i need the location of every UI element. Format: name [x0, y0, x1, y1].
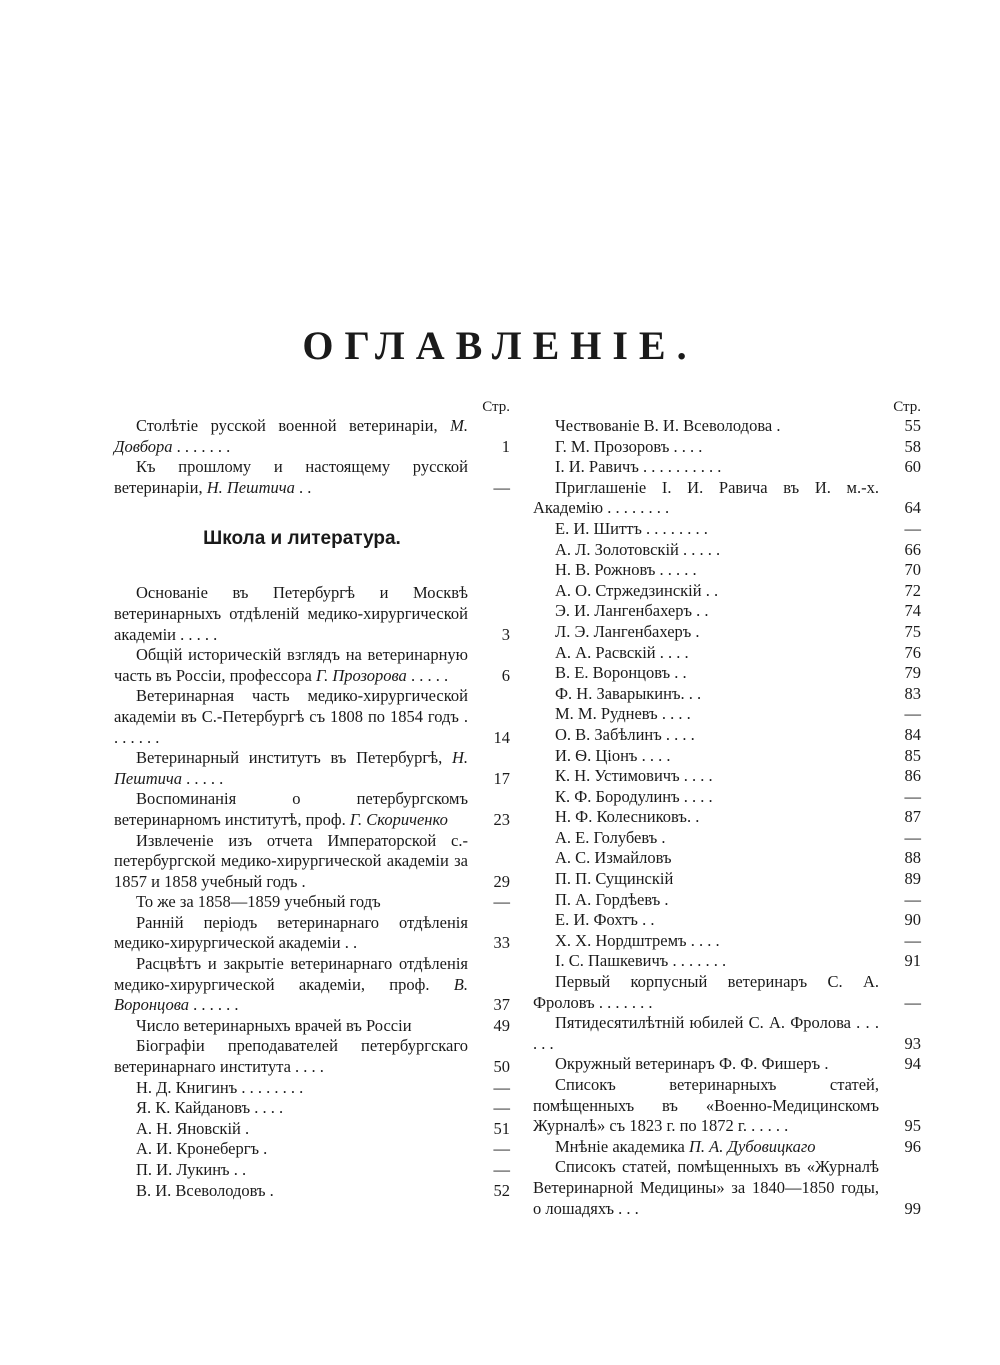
dot-leader: . . . . . .	[189, 995, 239, 1015]
toc-entry	[114, 686, 510, 748]
toc-entry	[114, 457, 510, 498]
entry-text: Ранній періодъ ветеринарнаго отдѣленія медико-хирургической академіи . .	[114, 912, 468, 953]
dot-leader: . . . . .	[181, 768, 224, 788]
entry-page-number: 86	[904, 766, 921, 786]
toc-entry	[533, 437, 921, 458]
entry-text: Списокъ статей, помѣщенныхъ въ «Журналѣ Ветеринарной Медицины» за 1840—1850 годы, о лошадяхъ . . .	[533, 1157, 879, 1218]
entry-title	[533, 437, 879, 458]
toc-entry	[533, 910, 921, 931]
entry-title	[114, 416, 468, 457]
entry-page-number: 85	[904, 745, 921, 765]
entry-text: Число ветеринарныхъ врачей въ Россіи	[136, 1015, 412, 1035]
entry-text: Пятидесятилѣтній юбилей С. А. Фролова . . . . . .	[533, 1013, 879, 1053]
entry-title	[533, 560, 879, 581]
toc-entry	[533, 704, 921, 725]
entry-page-number: —	[493, 892, 510, 912]
entry-page-number: 55	[904, 416, 921, 435]
entry-text: П. П. Сущинскій	[555, 869, 674, 889]
toc-entry	[114, 1016, 510, 1037]
toc-entry	[114, 416, 510, 457]
entry-text: Списокъ ветеринарныхъ статей, помѣщенныхъ въ «Военно-Медицинскомъ Журналѣ» съ 1823 г. по 1872 г. . . . . .	[533, 1075, 879, 1136]
toc-entry	[114, 1119, 510, 1140]
entry-page-number: 51	[493, 1118, 510, 1138]
entry-page-number: 23	[493, 809, 510, 829]
entry-title	[533, 910, 879, 931]
entry-text: Приглашеніе І. И. Равича въ И. м.-х. Академію . . . . . . . .	[533, 477, 879, 518]
toc-entry	[533, 931, 921, 952]
toc-entry	[533, 972, 921, 1013]
toc-entry	[114, 913, 510, 954]
entry-author: Г. Скориченко	[349, 809, 448, 829]
entry-title	[533, 725, 879, 746]
entry-title	[114, 1119, 468, 1140]
entry-text: Первый корпусный ветеринаръ С. А. Фроловъ . . . . . . .	[533, 972, 879, 1012]
entry-title	[533, 416, 879, 437]
entry-page-number: 3	[501, 624, 510, 644]
entry-title	[533, 807, 879, 828]
entry-page-number: —	[904, 518, 921, 538]
entry-text: Извлеченіе изъ отчета Императорской с.-петербургской медико-хирургической академіи за 1857 и 1858 учебный годъ .	[114, 830, 468, 891]
entry-page-number: 83	[904, 683, 921, 703]
entry-page-number: 84	[904, 724, 921, 744]
entry-text: В. Е. Воронцовъ . .	[555, 663, 687, 683]
entry-title	[114, 1078, 468, 1099]
toc-entry	[114, 1160, 510, 1181]
left-column	[114, 398, 510, 1201]
entry-author: М. Довбора	[114, 416, 468, 456]
entry-page-number: 49	[493, 1015, 510, 1035]
toc-entry	[114, 831, 510, 893]
entry-page-number: 60	[904, 457, 921, 477]
page-number-label: Стр.	[893, 399, 921, 415]
entry-page-number: 89	[904, 869, 921, 889]
entry-text: И. Ѳ. Ціонъ . . . .	[555, 745, 671, 765]
entry-text: Я. К. Кайдановъ . . . .	[136, 1098, 284, 1118]
entry-title	[114, 892, 468, 913]
entry-page-number: 75	[904, 621, 921, 641]
entry-author: Г. Прозорова	[315, 665, 407, 685]
entry-title	[533, 1075, 879, 1137]
entry-title	[533, 787, 879, 808]
entry-title	[533, 1013, 879, 1054]
entry-text: П. А. Гордѣевъ .	[555, 889, 669, 909]
toc-entry	[533, 1075, 921, 1137]
page-number-label: Стр.	[482, 399, 510, 415]
entry-page-number: 99	[904, 1198, 921, 1218]
entry-title	[114, 1160, 468, 1181]
entry-page-number: 94	[904, 1054, 921, 1074]
entry-text: Л. Э. Лангенбахеръ .	[555, 621, 700, 641]
entry-title	[533, 540, 879, 561]
entry-title	[533, 643, 879, 664]
entry-text: То же за 1858—1859 учебный годъ	[136, 892, 381, 912]
toc-entry	[533, 643, 921, 664]
entry-page-number: 37	[493, 995, 510, 1015]
entry-title	[114, 831, 468, 893]
entry-text: А. Е. Голубевъ .	[555, 827, 666, 847]
entry-page-number: 17	[493, 768, 510, 788]
entry-text: А. Н. Яновскій .	[136, 1118, 250, 1138]
entry-page-number: 95	[904, 1116, 921, 1136]
toc-entry	[533, 1137, 921, 1158]
toc-entry	[533, 869, 921, 890]
entry-text: Окружный ветеринаръ Ф. Ф. Фишеръ .	[555, 1054, 829, 1074]
entry-text: Общій историческій взглядъ на ветеринарную часть въ Россіи, профессора	[114, 645, 468, 685]
entry-title	[533, 951, 879, 972]
entry-title	[114, 645, 468, 686]
entry-text: А. С. Измайловъ	[555, 848, 672, 868]
entry-text: Н. Д. Книгинъ . . . . . . . .	[136, 1077, 304, 1097]
toc-entry	[114, 1078, 510, 1099]
entry-page-number: —	[904, 827, 921, 847]
entry-text: Н. Ф. Колесниковъ. .	[555, 807, 700, 827]
dot-leader: . .	[294, 477, 312, 497]
entry-title	[533, 663, 879, 684]
entry-title	[533, 972, 879, 1013]
toc-entry	[533, 807, 921, 828]
entry-author: В. Воронцова	[114, 974, 468, 1015]
toc-entry	[533, 951, 921, 972]
toc-entry	[533, 622, 921, 643]
entry-text: Э. И. Лангенбахеръ . .	[555, 601, 709, 621]
entry-title	[533, 601, 879, 622]
entry-title	[533, 890, 879, 911]
toc-entry	[114, 1181, 510, 1202]
entry-page-number: —	[904, 786, 921, 806]
entry-title	[114, 1016, 468, 1037]
toc-entry	[114, 1098, 510, 1119]
entry-title	[533, 766, 879, 787]
entry-page-number: —	[493, 1160, 510, 1179]
entry-page-number: 96	[904, 1136, 921, 1156]
entry-page-number: 58	[904, 436, 921, 456]
entry-title	[114, 1181, 468, 1202]
entry-page-number: 88	[904, 848, 921, 868]
entry-text: Воспоминанія о петербургскомъ ветеринарномъ институтѣ, проф.	[114, 789, 468, 829]
entry-text: Х. Х. Нордштремъ . . . .	[555, 930, 720, 950]
entry-text: Основаніе въ Петербургѣ и Москвѣ ветеринарныхъ отдѣленій медико-хирургической академіи . . . . .	[114, 583, 468, 644]
entry-title	[114, 686, 468, 748]
entry-page-number: —	[493, 1139, 510, 1159]
toc-entry	[533, 601, 921, 622]
entry-title	[533, 1157, 879, 1219]
entry-title	[533, 1137, 879, 1158]
entry-text: Біографіи преподавателей петербургскаго ветеринарнаго института . . . .	[114, 1036, 468, 1077]
entry-text: Ветеринарная часть медико-хирургической академіи въ С.-Петербургѣ съ 1808 по 1854 годъ . . . . . . .	[114, 686, 468, 747]
toc-entry	[533, 1157, 921, 1219]
entry-text: Къ прошлому и настоящему русской ветеринаріи,	[114, 457, 468, 497]
entry-text: І. И. Равичъ . . . . . . . . . .	[555, 457, 722, 477]
entry-text: А. А. Расвскій . . . .	[555, 642, 689, 662]
toc-entry	[533, 1054, 921, 1075]
entry-title	[114, 583, 468, 645]
entry-text: К. Ф. Бородулинъ . . . .	[555, 786, 713, 806]
toc-entry	[533, 787, 921, 808]
entry-text: М. М. Рудневъ . . . .	[555, 704, 691, 724]
entry-text: Е. И. Фохтъ . .	[555, 910, 655, 930]
toc-entry	[114, 748, 510, 789]
entry-title	[533, 519, 879, 540]
entry-text: Н. В. Рожновъ . . . . .	[555, 560, 697, 580]
entry-page-number: 33	[493, 933, 510, 953]
toc-entry	[533, 457, 921, 478]
toc-entry	[533, 560, 921, 581]
toc-entry	[114, 954, 510, 1016]
entry-title	[114, 913, 468, 954]
entry-text: Столѣтіе русской военной ветеринаріи,	[136, 416, 451, 435]
right-entries	[533, 416, 921, 1219]
entry-page-number: —	[493, 477, 510, 497]
toc-entry	[533, 828, 921, 849]
entry-title	[114, 789, 468, 830]
entry-page-number: 79	[904, 663, 921, 683]
toc-entry	[114, 789, 510, 830]
entry-text: К. Н. Устимовичъ . . . .	[555, 766, 713, 786]
entry-text: Мнѣніе академика	[555, 1136, 689, 1156]
toc-entry	[533, 663, 921, 684]
entry-title	[533, 828, 879, 849]
entry-text: А. И. Кронебергъ .	[136, 1139, 268, 1159]
entry-author: Н. Пештича	[206, 477, 295, 497]
entry-title	[533, 1054, 879, 1075]
toc-entry	[533, 684, 921, 705]
entry-page-number: 76	[904, 642, 921, 662]
entry-text: В. И. Всеволодовъ .	[136, 1180, 274, 1200]
entry-page-number: 52	[493, 1180, 510, 1200]
right-column	[533, 398, 921, 1219]
toc-entry	[533, 766, 921, 787]
toc-entry	[114, 1036, 510, 1077]
page-title: ОГЛАВЛЕНІЕ.	[302, 323, 698, 368]
entry-text: Чествованіе В. И. Всеволодова .	[555, 416, 781, 435]
entry-title	[533, 622, 879, 643]
entry-page-number: —	[493, 1098, 510, 1118]
toc-entry	[533, 725, 921, 746]
entry-title	[114, 1036, 468, 1077]
entry-text: А. Л. Золотовскій . . . . .	[555, 539, 721, 559]
entry-page-number: 74	[904, 601, 921, 621]
entry-page-number: —	[904, 992, 921, 1012]
entry-text: А. О. Стржедзинскій . .	[555, 580, 719, 600]
dot-leader: . . . . . . .	[172, 436, 231, 456]
toc-entry	[533, 746, 921, 767]
entry-page-number: 66	[904, 539, 921, 559]
entry-page-number: 50	[493, 1057, 510, 1077]
entry-title	[114, 1139, 468, 1160]
entry-text: Ф. Н. Заварыкинъ. . .	[555, 683, 702, 703]
entry-title	[114, 748, 468, 789]
entry-title	[533, 931, 879, 952]
entry-title	[114, 954, 468, 1016]
entry-page-number: 14	[493, 727, 510, 747]
section-entries	[114, 583, 510, 1077]
entry-page-number: —	[904, 889, 921, 909]
toc-entry	[533, 416, 921, 437]
entry-author: П. А. Дубовицкаго	[688, 1136, 816, 1156]
toc-entry	[533, 581, 921, 602]
toc-entry	[114, 583, 510, 645]
toc-entry	[533, 478, 921, 519]
toc-entry	[533, 540, 921, 561]
entry-text: Г. М. Прозоровъ . . . .	[555, 436, 703, 456]
entry-text: Ветеринарный институтъ въ Петербургѣ,	[136, 748, 452, 768]
entry-title	[533, 848, 879, 869]
entry-title	[533, 869, 879, 890]
entry-page-number: 91	[904, 951, 921, 971]
toc-entry	[533, 519, 921, 540]
entry-text: Расцвѣтъ и закрытіе ветеринарнаго отдѣленія медико-хирургической академіи, проф.	[114, 954, 468, 994]
entry-page-number: 64	[904, 498, 921, 518]
toc-entry	[533, 848, 921, 869]
entry-page-number: 70	[904, 560, 921, 580]
entry-text: Е. И. Шиттъ . . . . . . . .	[555, 518, 708, 538]
toc-entry	[114, 645, 510, 686]
dot-leader: . . . . .	[406, 665, 449, 685]
entry-title	[533, 746, 879, 767]
entry-page-number: 6	[501, 665, 510, 685]
entry-page-number: 93	[904, 1033, 921, 1053]
entry-page-number: 90	[904, 910, 921, 930]
entry-page-number: 29	[493, 871, 510, 891]
entry-title	[114, 457, 468, 498]
entry-page-number: —	[493, 1077, 510, 1097]
entry-page-number: —	[904, 704, 921, 724]
entry-title	[533, 704, 879, 725]
entry-text: О. В. Забѣлинъ . . . .	[555, 724, 695, 744]
entry-page-number: 72	[904, 580, 921, 600]
entry-title	[533, 684, 879, 705]
entry-author: Н. Пештича	[114, 748, 468, 788]
toc-entry	[114, 892, 510, 913]
entry-page-number: —	[904, 930, 921, 950]
entry-page-number: 87	[904, 807, 921, 827]
toc-entry	[533, 1013, 921, 1054]
section-heading: Школа и литература.	[203, 528, 401, 550]
biography-names	[114, 1078, 510, 1202]
entry-title	[114, 1098, 468, 1119]
intro-entries	[114, 416, 510, 498]
entry-title	[533, 457, 879, 478]
toc-entry	[114, 1139, 510, 1160]
entry-page-number: 1	[501, 436, 510, 456]
entry-title	[533, 478, 879, 519]
toc-entry	[533, 890, 921, 911]
entry-text: П. И. Лукинъ . .	[136, 1160, 247, 1179]
entry-title	[533, 581, 879, 602]
entry-text: І. С. Пашкевичъ . . . . . . .	[555, 951, 727, 971]
